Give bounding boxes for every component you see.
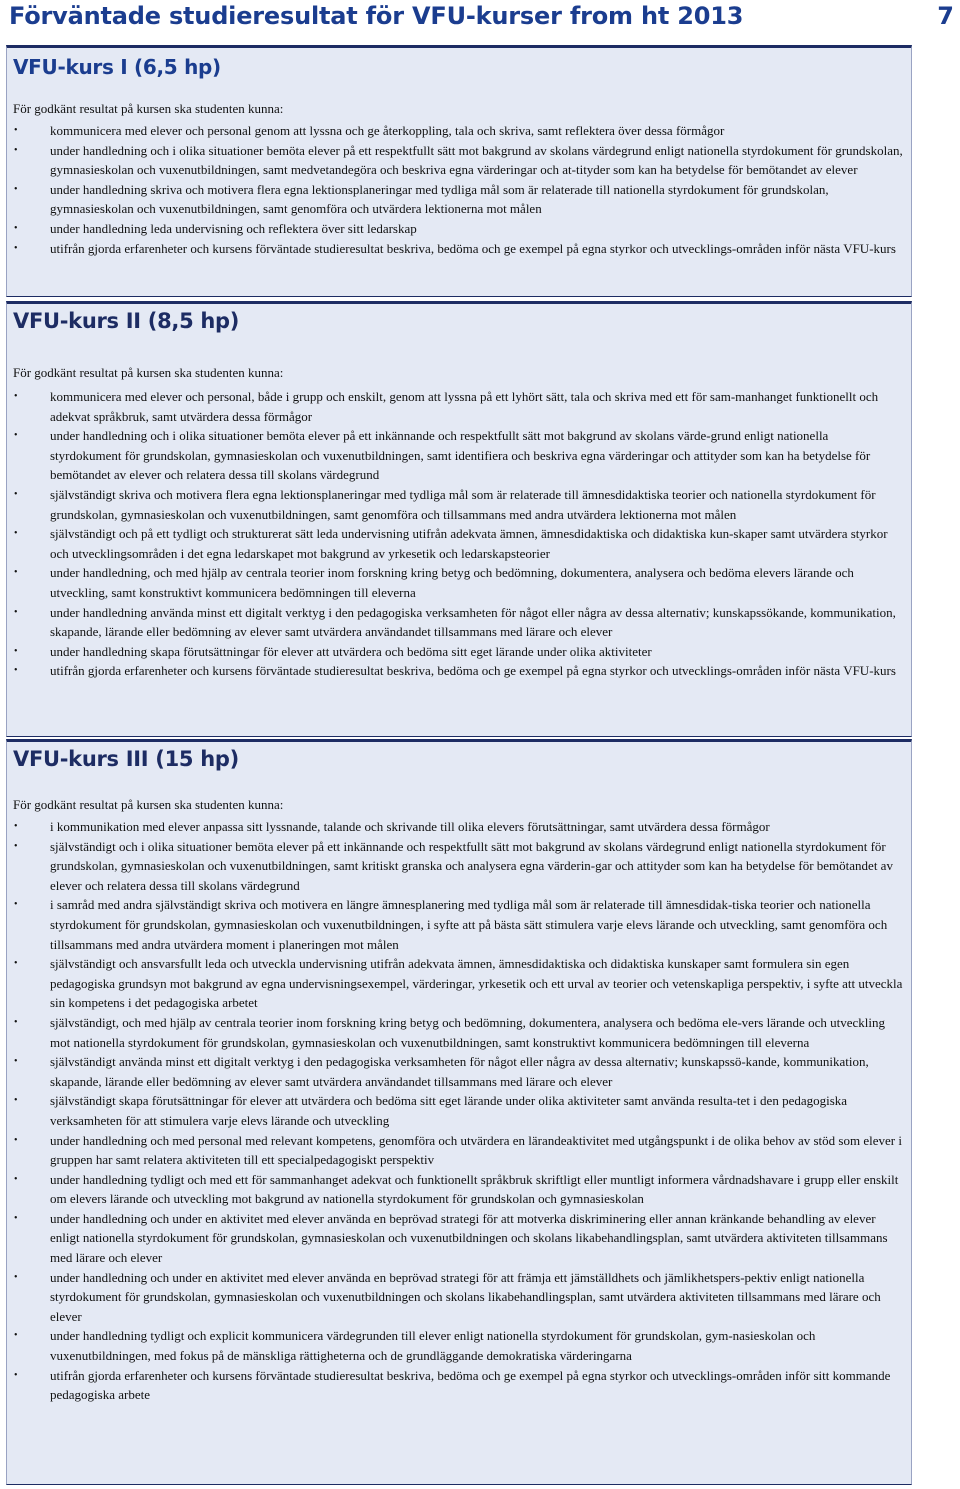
bullet-icon: • bbox=[14, 606, 18, 618]
list-item-text: utifrån gjorda erfarenheter och kursens förväntade studieresultat beskriva, bedöma och ge exempel på egna styrkor och utvecklings-områden inför nästa VFU-kurs bbox=[50, 663, 896, 679]
bullet-icon: • bbox=[14, 1056, 18, 1068]
list-item bbox=[7, 954, 913, 1013]
list-item bbox=[7, 603, 913, 642]
list-item-text: under handledning och i olika situationer bemöta elever på ett respektfullt sätt mot bakgrund av skolans värdegrund enligt nationella styrdokument för grundskolan, gymnasieskolan och vuxenutbildningen, samt medvetandegöra och beskriva egna värderingar och at-tityder som kan ha betydelse för bemötandet av elever bbox=[50, 142, 903, 178]
list-item-text: i kommunikation med elever anpassa sitt lyssnande, talande och skrivande till olika elevers förutsättningar, samt utvärdera dessa förmågor bbox=[50, 819, 770, 834]
list-item-text: i samråd med andra självständigt skriva och motivera en längre ämnesplanering med tydliga mål som är relaterade till ämnesdidak-tiska teorier och nationella styrdokument för grundskolan, gymnasieskolan och vuxenutbildningen, i syfte att på bästa sätt stimulera varje elevs lärande och utveckling, samt genomföra och tillsammans med andra utvärdera moment i planeringen mot målen bbox=[50, 897, 888, 952]
course-intro: För godkänt resultat på kursen ska studenten kunna: bbox=[13, 101, 284, 116]
list-item-text: under handledning och med personal med relevant kompetens, genomföra och utvärdera en lärandeaktivitet med utgångspunkt i de olika behov av stöd som elever i gruppen har samt relatera aktiviteten till ett specialpedagogiskt perspektiv bbox=[50, 1132, 902, 1168]
list-item-text: under handledning, och med hjälp av centrala teorier inom forskning kring betyg och bedömning, dokumentera, analysera och bedöma elevers lärande och utveckling, samt konstruktivt kommunicera bedömningen till eleverna bbox=[50, 565, 854, 600]
list-item-text: självständigt skriva och motivera flera egna lektionsplaneringar med tydliga mål som är relaterade till ämnesdidaktiska teorier och nationella styrdokument för grundskolan, gymnasieskolan och vuxenutbildningen, samt genomföra och tillsammans med andra utvärdera lektionerna mot målen bbox=[50, 486, 876, 522]
bullet-icon: • bbox=[14, 222, 18, 234]
list-item-text: självständigt skapa förutsättningar för elever att utvärdera och bedöma sitt eget lärande under olika aktiviteter samt använda resulta-tet i den pedagogiska verksamheten för att stimulera varje elevs lärande och utveckling bbox=[50, 1093, 848, 1128]
bullet-icon: • bbox=[14, 242, 18, 254]
list-item-text: under handledning tydligt och explicit kommunicera värdegrunden till elever enligt nationella styrdokument för grundskolan, gym-nasieskolan och vuxenutbildningen, med fokus på de mänskliga rättigheterna och de grundläggande demokratiska värderingarna bbox=[50, 1328, 816, 1364]
list-item bbox=[7, 1268, 913, 1327]
bullet-icon: • bbox=[14, 1212, 18, 1224]
list-item bbox=[7, 661, 913, 681]
list-item-text: kommunicera med elever och personal, både i grupp och enskilt, genom att lyssna på ett lyhört sätt, tala och skriva med ett för sam-manhanget funktionellt och adekvat språkbruk, samt utvärdera dessa förmågor bbox=[50, 389, 879, 424]
list-item bbox=[7, 121, 913, 141]
list-item bbox=[7, 180, 913, 219]
list-item-text: under handledning skriva och motivera flera egna lektionsplaneringar med tydliga mål som är relaterade till nationella styrdokument för grundskolan, gymnasieskolan och vuxenutbildningen, samt genomföra och utvärdera lektionerna mot målen bbox=[50, 181, 829, 217]
bullet-icon: • bbox=[14, 958, 18, 970]
course-title: VFU-kurs I (6,5 hp) bbox=[13, 55, 221, 79]
bullet-icon: • bbox=[14, 391, 18, 402]
bullet-icon: • bbox=[14, 645, 18, 657]
bullet-icon: • bbox=[14, 488, 18, 500]
list-item bbox=[7, 837, 913, 896]
list-item bbox=[7, 1091, 913, 1130]
course-intro: För godkänt resultat på kursen ska studenten kunna: bbox=[13, 797, 284, 812]
list-item-text: under handledning leda undervisning och reflektera över sitt ledarskap bbox=[50, 220, 417, 236]
bullet-icon: • bbox=[14, 528, 18, 540]
page-number: 7 bbox=[937, 2, 954, 30]
list-item-text: utifrån gjorda erfarenheter och kursens förväntade studieresultat beskriva, bedöma och ge exempel på egna styrkor och utvecklings-områden inför sitt kommande pedagogiska arbete bbox=[50, 1367, 891, 1403]
list-item-text: kommunicera med elever och personal genom att lyssna och ge återkoppling, tala och skriva, samt reflektera över dessa förmågor bbox=[50, 123, 725, 138]
list-item-text: självständigt, och med hjälp av centrala teorier inom forskning kring betyg och bedömning, dokumentera, analysera och bedöma ele-vers lärande och utveckling mot nationella styrdokument för grundskolan, gymnasieskolan och vuxenutbildningen, samt konstruktivt kommunicera bedömningen till eleverna bbox=[50, 1014, 885, 1050]
bullet-icon: • bbox=[14, 840, 18, 852]
list-item-text: självständigt använda minst ett digitalt verktyg i den pedagogiska verksamheten för något eller några av dessa alternativ; kunskapssö-kande, kommunikation, skapande, lärande eller bedömning av elever samt utvärdera användandet tillsammans med lärare och elever bbox=[50, 1054, 869, 1089]
course-title: VFU-kurs II (8,5 hp) bbox=[13, 309, 240, 333]
list-item-text: självständigt och ansvarsfullt leda och utveckla undervisning utifrån adekvata ämnen, ämnesdidaktiska och didaktiska kunskaper samt formulera sin egen pedagogiska grundsyn mot bakgrund av egna undervisningsexempel, värderingar, yrkesetik och ett urval av teorier och vetenskapliga perspektiv, i syfte att utveckla sin kompetens i det pedagogiska arbetet bbox=[50, 956, 903, 1011]
list-item-text: under handledning och i olika situationer bemöta elever på ett inkännande och respektfullt sätt mot bakgrund av skolans värde-grund enligt nationella styrdokument för grundskolan, gymnasieskolan och vuxenutbildningen, samt identifiera och beskriva egna värderingar och attityder som kan ha betydelse för bemötandet av elever och relatera dessa till skolans värdegrund bbox=[50, 428, 871, 483]
list-item-text: under handledning använda minst ett digitalt verktyg i den pedagogiska verksamheten för något eller några av dessa alternativ; kunskapssökande, kommunikation, skapande, lärande eller bedömning av elever samt utvärdera användandet tillsammans med lärare och elever bbox=[50, 604, 896, 640]
bullet-icon: • bbox=[14, 1271, 18, 1283]
list-item bbox=[7, 1131, 913, 1170]
goal-list bbox=[7, 817, 913, 1405]
course-intro: För godkänt resultat på kursen ska studenten kunna: bbox=[13, 365, 284, 380]
bullet-icon: • bbox=[14, 899, 18, 911]
list-item bbox=[7, 524, 913, 563]
list-item-text: självständigt och på ett tydligt och strukturerat sätt leda undervisning utifrån adekvata ämnen, ämnesdidaktiska och didaktiska kun-skaper samt utvärdera styrkor och utvecklingsområden i det egna ledarskapet mot bakgrund av yrkesetik och ledarskapsteorier bbox=[50, 526, 888, 561]
bullet-icon: • bbox=[14, 1016, 18, 1028]
list-item bbox=[7, 426, 913, 485]
bullet-icon: • bbox=[14, 1330, 18, 1342]
list-item bbox=[7, 817, 913, 837]
bullet-icon: • bbox=[14, 1095, 18, 1107]
list-item bbox=[7, 1052, 913, 1091]
list-item-text: under handledning tydligt och med ett för sammanhanget adekvat och funktionellt språkbruk skriftligt eller muntligt informera vårdnadshavare i grupp eller enskilt om elevers lärande och utveckling mot bakgrund av nationella styrdokument för grundskolan och gymnasieskolan bbox=[50, 1171, 899, 1207]
page-title: Förväntade studieresultat för VFU-kurser from ht 2013 bbox=[9, 2, 744, 30]
list-item bbox=[7, 895, 913, 954]
list-item-text: under handledning skapa förutsättningar för elever att utvärdera och bedöma sitt eget lärande under olika aktiviteter bbox=[50, 643, 652, 659]
course-section-vfu-1 bbox=[6, 45, 912, 297]
bullet-icon: • bbox=[14, 183, 18, 195]
bullet-icon: • bbox=[14, 125, 18, 136]
bullet-icon: • bbox=[14, 144, 18, 156]
list-item bbox=[7, 239, 913, 259]
list-item bbox=[7, 1366, 913, 1405]
list-item-text: utifrån gjorda erfarenheter och kursens förväntade studieresultat beskriva, bedöma och ge exempel på egna styrkor och utvecklings-områden inför nästa VFU-kurs bbox=[50, 240, 896, 256]
bullet-icon: • bbox=[14, 821, 18, 832]
course-section-vfu-3 bbox=[6, 739, 912, 1485]
list-item bbox=[7, 219, 913, 239]
bullet-icon: • bbox=[14, 1134, 18, 1146]
bullet-icon: • bbox=[14, 665, 18, 677]
list-item bbox=[7, 141, 913, 180]
list-item bbox=[7, 387, 913, 426]
bullet-icon: • bbox=[14, 1173, 18, 1185]
goal-list bbox=[7, 121, 913, 258]
list-item bbox=[7, 485, 913, 524]
bullet-icon: • bbox=[14, 1369, 18, 1381]
list-item bbox=[7, 563, 913, 602]
course-section-vfu-2 bbox=[6, 301, 912, 737]
course-title: VFU-kurs III (15 hp) bbox=[13, 747, 239, 771]
list-item-text: självständigt och i olika situationer bemöta elever på ett inkännande och respektfullt sätt mot bakgrund av skolans värdegrund enligt nationella styrdokument för grundskolan, gymnasieskolan och vuxenutbildningen, samt kritiskt granska och analysera egna värderin-gar och attityder som kan ha betydelse för bemötandet av elever och relatera dessa till skolans värdegrund bbox=[50, 838, 893, 893]
bullet-icon: • bbox=[14, 567, 18, 579]
list-item bbox=[7, 1170, 913, 1209]
list-item bbox=[7, 642, 913, 662]
list-item bbox=[7, 1209, 913, 1268]
list-item-text: under handledning och under en aktivitet med elever använda en beprövad strategi för att främja ett jämställdhets och jämlikhetspers-pektiv enligt nationella styrdokument för grundskolan, gymnasieskolan och vuxenutbildningen och skolans likabehandlingsplan, samt utvärdera aktiviteten tillsammans med lärare och elever bbox=[50, 1269, 881, 1324]
list-item-text: under handledning och under en aktivitet med elever använda en beprövad strategi för att motverka diskriminering eller annan kränkande behandling av elever enligt nationella styrdokument för grundskolan, gymnasieskolan och vuxenutbildningen och skolans likabehandlingsplan, samt utvärdera aktiviteten tillsammans med lärare och elever bbox=[50, 1210, 888, 1266]
page-header bbox=[0, 0, 960, 40]
bullet-icon: • bbox=[14, 430, 18, 442]
list-item bbox=[7, 1013, 913, 1052]
goal-list bbox=[7, 387, 913, 681]
list-item bbox=[7, 1326, 913, 1365]
